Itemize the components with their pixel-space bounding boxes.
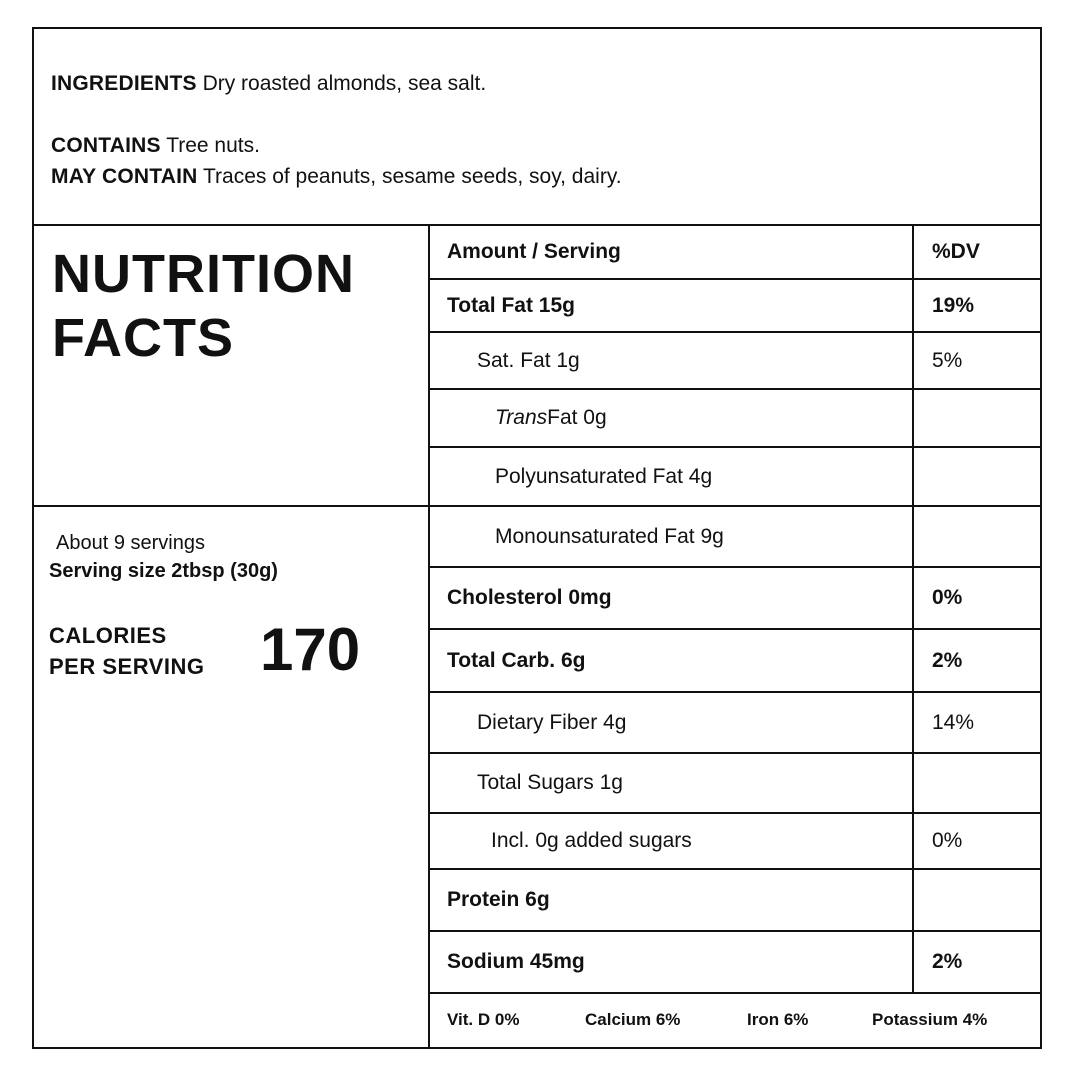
- iron: Iron 6%: [747, 1009, 809, 1029]
- vitamin-d: Vit. D 0%: [447, 1009, 520, 1029]
- table-row-sat-fat: [430, 333, 1040, 390]
- contains-label: CONTAINS: [51, 134, 161, 157]
- table-row-total-sugars: [430, 754, 1040, 814]
- title-line-1: NUTRITION: [52, 244, 355, 304]
- table-row-total-fat: [430, 280, 1040, 333]
- table-row-added-sugars: [430, 814, 1040, 870]
- table-row-monounsaturated: [430, 507, 1040, 568]
- contains-text: Tree nuts.: [166, 134, 260, 157]
- table-header-row: [430, 226, 1040, 280]
- nutrient-dv: 14%: [912, 693, 1040, 752]
- table-row-dietary-fiber: [430, 693, 1040, 754]
- calcium: Calcium 6%: [585, 1009, 681, 1029]
- header-amount: Amount / Serving: [447, 240, 621, 263]
- nutrient-dv: [912, 448, 1040, 505]
- ingredients-line: [51, 68, 1040, 99]
- table-row-total-carb: [430, 630, 1040, 693]
- calories-label-line-2: PER SERVING: [49, 654, 205, 679]
- nutrient-dv: [912, 390, 1040, 446]
- ingredients-section: [34, 29, 1040, 226]
- nutrient-dv: 2%: [912, 630, 1040, 691]
- nutrient-name: Total Sugars 1g: [477, 771, 623, 794]
- nutrient-name: Cholesterol 0mg: [447, 586, 612, 609]
- nutrient-name: Sat. Fat 1g: [477, 348, 580, 372]
- header-dv: %DV: [912, 226, 1040, 278]
- summary-column: [34, 226, 430, 1047]
- nutrient-dv: 19%: [912, 280, 1040, 331]
- calories-label: [49, 620, 204, 682]
- nutrient-name: Incl. 0g added sugars: [491, 829, 692, 852]
- may-contain-label: MAY CONTAIN: [51, 165, 198, 188]
- table-row-sodium: [430, 932, 1040, 994]
- nutrient-name: Polyunsaturated Fat 4g: [495, 464, 713, 488]
- ingredients-label: INGREDIENTS: [51, 72, 197, 95]
- title-box: [34, 226, 428, 507]
- nutrient-name: Dietary Fiber 4g: [477, 710, 627, 734]
- nutrient-name: Total Fat 15g: [447, 293, 575, 317]
- nutrient-name: Protein 6g: [447, 888, 550, 911]
- nutrient-name: Sodium 45mg: [447, 950, 585, 973]
- table-row-cholesterol: [430, 568, 1040, 630]
- nutrient-dv: 0%: [912, 814, 1040, 868]
- nutrient-name: Total Carb. 6g: [447, 648, 586, 672]
- nutrient-dv: 2%: [912, 932, 1040, 992]
- nutrient-table: [430, 226, 1040, 1047]
- table-row-polyunsaturated: [430, 448, 1040, 507]
- potassium: Potassium 4%: [872, 1009, 988, 1029]
- trans-fat-rest: Fat 0g: [547, 406, 607, 429]
- nutrient-dv: [912, 870, 1040, 930]
- nutrient-dv: 0%: [912, 568, 1040, 628]
- calories-label-line-1: CALORIES: [49, 623, 167, 648]
- nutrient-dv: 5%: [912, 333, 1040, 388]
- nutrition-label: [32, 27, 1042, 1049]
- page-title: [52, 242, 355, 370]
- may-contain-line: [51, 161, 1040, 192]
- serving-size: Serving size 2tbsp (30g): [49, 560, 278, 582]
- calories-value: 170: [260, 616, 361, 683]
- servings-count: About 9 servings: [56, 532, 205, 554]
- table-row-protein: [430, 870, 1040, 932]
- table-row-trans-fat: [430, 390, 1040, 448]
- nutrient-name: [430, 390, 912, 446]
- trans-italic: Trans: [495, 406, 548, 429]
- ingredients-text: Dry roasted almonds, sea salt.: [202, 72, 487, 95]
- vitamins-row: [430, 992, 1040, 1047]
- title-line-2: FACTS: [52, 308, 235, 368]
- nutrient-dv: [912, 507, 1040, 566]
- contains-line: [51, 130, 1040, 161]
- nutrient-dv: [912, 754, 1040, 812]
- nutrient-name: Monounsaturated Fat 9g: [495, 524, 724, 548]
- may-contain-text: Traces of peanuts, sesame seeds, soy, dairy.: [202, 165, 622, 188]
